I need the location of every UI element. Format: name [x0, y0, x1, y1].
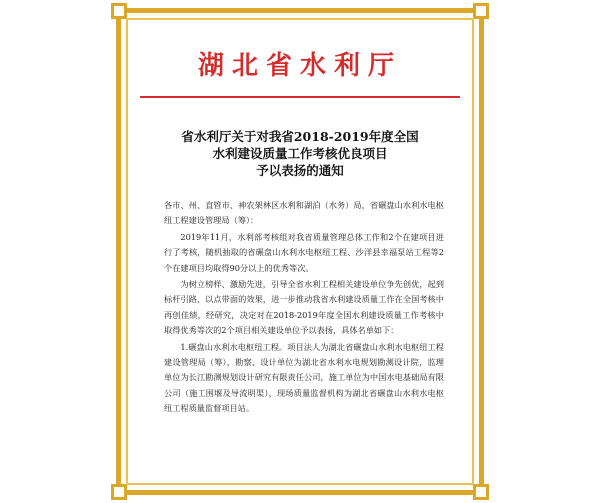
addressee: 各市、州、直管市、神农架林区水利和湖泊（水务）局，省碾盘山水利水电枢纽工程建设管理局（筹）：	[164, 200, 444, 226]
body-paragraph: 为树立榜样、激励先进，引导全省水利工程相关建设单位争先创优，起到标杆引路、以点带面的效果，进一步推动我省水利建设质量工作在全国考核中再创佳绩，经研究，决定对在2018-2019年度全国水利建设质量工作考核中取得优秀等次的2个项目相关建设单位予以表扬，具体名单如下：	[164, 279, 444, 336]
notice-title-line: 省水利厅关于对我省2018-2019年度全国	[181, 129, 419, 144]
document-frame	[116, 8, 484, 495]
frame-corner-ornament	[473, 3, 489, 19]
notice-body	[164, 198, 444, 417]
notice-title	[128, 128, 472, 179]
notice-title-line: 水利建设质量工作考核优良项目	[212, 146, 388, 161]
body-paragraph: 2019年11月，水利部考核组对我省质量管理总体工作和2个在建项目进行了考核，随机抽取的省碾盘山水利水电枢纽工程、沙洋县幸福泵站工程等2个在建项目均取得90分以上的优秀等次。	[164, 231, 444, 273]
letterhead-rule	[140, 96, 460, 98]
notice-title-line: 予以表扬的通知	[256, 163, 344, 178]
frame-corner-ornament	[473, 484, 489, 500]
letterhead-title: 湖北省水利厅	[197, 50, 402, 81]
document-page	[126, 18, 474, 485]
frame-corner-ornament	[111, 3, 127, 19]
letterhead	[136, 28, 464, 98]
frame-corner-ornament	[111, 484, 127, 500]
body-paragraph: 1.碾盘山水利水电枢纽工程。项目法人为湖北省碾盘山水利水电枢纽工程建设管理局（筹），勘察、设计单位为湖北省水利水电规划勘测设计院，监理单位为长江勘测规划设计研究有限责任公司，施工单位为中国水电基础局有限公司（施工围堰及导流明渠），现场质量监督机构为湖北省碾盘山水利水电枢纽工程质量监督项目站。	[164, 341, 444, 414]
